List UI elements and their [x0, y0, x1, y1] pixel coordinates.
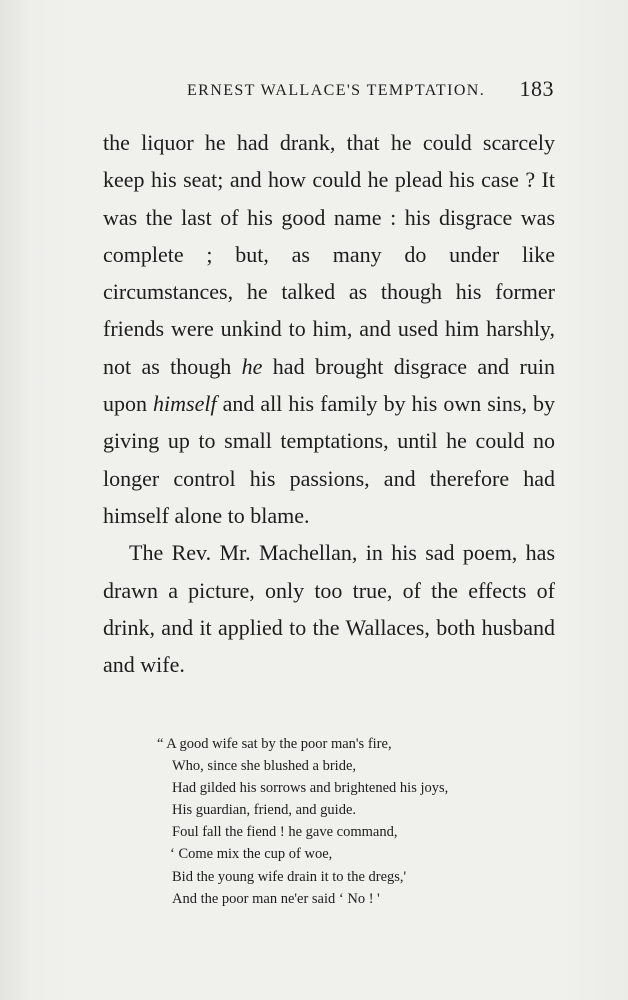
running-header: [160, 76, 560, 106]
poem-line-3: Had gilded his sorrows and brightened his joys,: [172, 780, 449, 797]
running-title: ERNEST WALLACE'S TEMPTATION.: [187, 82, 486, 99]
paragraph-1-text-c: and all his family by his own sins, by giving up to small temptations, until he could no longer control his passions, and therefore had himself alone to blame.: [103, 391, 555, 528]
paragraph-2: The Rev. Mr. Machellan, in his sad poem, has drawn a picture, only too true, of the effects of drink, and it applied to the Wallaces, both husband and wife.: [103, 540, 555, 678]
poem-line-1: “ A good wife sat by the poor man's fire,: [157, 736, 392, 752]
poem-line-7: Bid the young wife drain it to the dregs,': [172, 868, 407, 885]
poem-line-8: And the poor man ne'er said ‘ No ! ': [172, 890, 380, 907]
paragraph-1-emphasis-he: he: [241, 353, 263, 379]
paragraph-1-text-a: the liquor he had drank, that he could scarcely keep his seat; and how could he plead his case ? It was the last of his good name : his disgrace was complete ; but, as many do under like circumstances, he talked as though his former friends were unkind to him, and used him harshly, not as though: [103, 130, 555, 379]
poem-line-5: Foul fall the fiend ! he gave command,: [172, 824, 398, 841]
poem-line-4: His guardian, friend, and guide.: [172, 802, 357, 819]
poem-quotation: [157, 733, 537, 910]
page-number: 183: [519, 76, 554, 101]
poem-line-6: ‘ Come mix the cup of woe,: [170, 846, 333, 863]
poem-line-2: Who, since she blushed a bride,: [172, 758, 357, 775]
paragraph-1-emphasis-himself: himself: [153, 391, 217, 417]
body-text: [103, 124, 555, 683]
paragraph-1-text-b: had brought disgrace and ruin upon: [103, 353, 555, 417]
paragraph-1: [103, 124, 555, 534]
